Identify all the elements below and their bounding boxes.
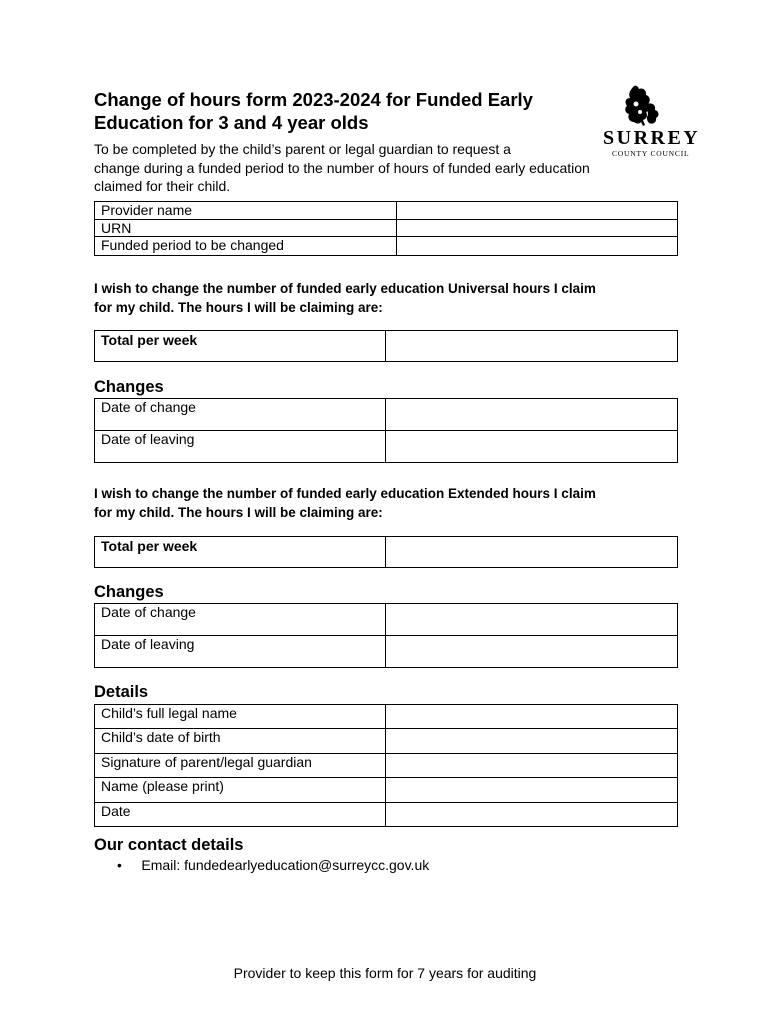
universal-total-field[interactable] [386, 331, 678, 362]
date-of-change-label: Date of change [95, 399, 386, 431]
intro-line-1: To be completed by the child’s parent or legal guardian to request a [94, 141, 511, 157]
date-label: Date [95, 803, 386, 827]
funded-period-label: Funded period to be changed [95, 237, 397, 256]
date-of-leaving-field-2[interactable] [386, 636, 678, 668]
extended-line-1: I wish to change the number of funded early education Extended hours I claim [94, 486, 596, 501]
changes-table-1 [94, 398, 678, 463]
universal-line-1: I wish to change the number of funded early education Universal hours I claim [94, 281, 596, 296]
title-line-2: Education for 3 and 4 year olds [94, 112, 369, 133]
signature-field[interactable] [386, 754, 678, 778]
table-row [95, 202, 678, 220]
urn-field[interactable] [397, 220, 678, 237]
universal-total-table [94, 330, 678, 362]
title-line-1: Change of hours form 2023-2024 for Funded Early [94, 89, 533, 110]
universal-line-2: for my child. The hours I will be claiming are: [94, 299, 383, 315]
table-row [95, 537, 678, 568]
table-row [95, 705, 678, 729]
urn-label: URN [95, 220, 397, 237]
changes-heading-2: Changes [94, 583, 164, 601]
table-row [95, 636, 678, 668]
changes-table-2 [94, 603, 678, 668]
page-title [94, 88, 604, 134]
footer-note: Provider to keep this form for 7 years for auditing [233, 965, 537, 981]
date-of-leaving-field[interactable] [386, 431, 678, 463]
provider-name-label: Provider name [95, 202, 397, 220]
print-name-label: Name (please print) [95, 778, 386, 803]
table-row [95, 431, 678, 463]
table-row [95, 604, 678, 636]
extended-line-2: for my child. The hours I will be claiming are: [94, 504, 383, 520]
table-row [95, 803, 678, 827]
table-row [95, 729, 678, 754]
table-row [95, 220, 678, 237]
table-row [95, 399, 678, 431]
funded-period-field[interactable] [397, 237, 678, 256]
provider-table [94, 201, 678, 256]
bullet-icon: • [117, 857, 122, 873]
table-row [95, 754, 678, 778]
date-of-change-field-2[interactable] [386, 604, 678, 636]
child-dob-label: Child’s date of birth [95, 729, 386, 754]
table-row [95, 778, 678, 803]
extended-total-label: Total per week [95, 537, 386, 568]
intro-text [94, 140, 684, 196]
extended-total-table [94, 536, 678, 568]
universal-hours-statement [94, 280, 694, 317]
contact-email-item [117, 857, 429, 873]
date-of-leaving-label-2: Date of leaving [95, 636, 386, 668]
provider-name-field[interactable] [397, 202, 678, 220]
child-dob-field[interactable] [386, 729, 678, 754]
details-heading: Details [94, 683, 149, 701]
logo-subtitle: COUNTY COUNCIL [612, 149, 690, 158]
logo-wordmark: SURREY [603, 127, 701, 149]
intro-line-3: claimed for their child. [94, 178, 231, 194]
intro-line-2: change during a funded period to the number of hours of funded early education [94, 159, 590, 176]
universal-total-label: Total per week [95, 331, 386, 362]
extended-total-field[interactable] [386, 537, 678, 568]
date-of-change-label-2: Date of change [95, 604, 386, 636]
date-of-leaving-label: Date of leaving [95, 431, 386, 463]
table-row [95, 331, 678, 362]
table-row [95, 237, 678, 256]
date-of-change-field[interactable] [386, 399, 678, 431]
contact-heading: Our contact details [94, 836, 244, 854]
signature-label: Signature of parent/legal guardian [95, 754, 386, 778]
contact-email[interactable]: Email: fundedearlyeducation@surreycc.gov.uk [141, 857, 430, 873]
print-name-field[interactable] [386, 778, 678, 803]
date-field[interactable] [386, 803, 678, 827]
child-name-field[interactable] [386, 705, 678, 729]
extended-hours-statement [94, 485, 694, 522]
child-name-label: Child’s full legal name [95, 705, 386, 729]
changes-heading-1: Changes [94, 378, 164, 396]
details-table [94, 704, 678, 827]
